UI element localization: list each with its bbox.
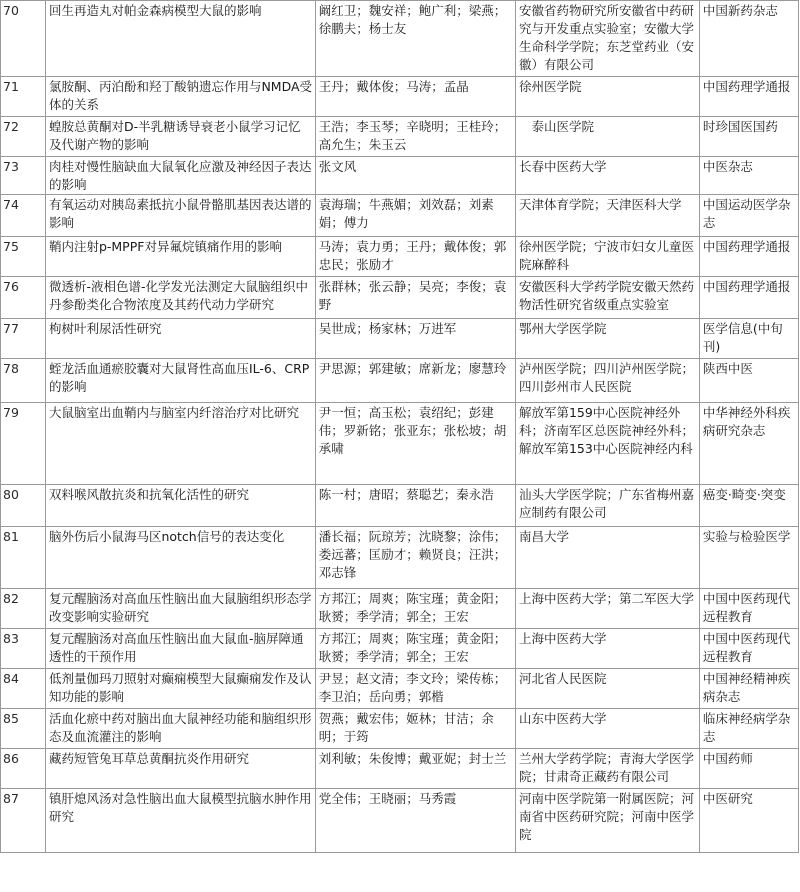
- article-institution: 兰州大学药学院；青海大学医学院；甘肃奇正藏药有限公司: [515, 749, 699, 789]
- table-row: [1, 237, 799, 277]
- row-number: 80: [1, 485, 46, 527]
- article-institution: 长春中医药大学: [515, 157, 699, 195]
- article-title: 鞘内注射p-MPPF对异氟烷镇痛作用的影响: [45, 237, 315, 277]
- article-authors: 党全伟；王晓丽；马秀霞: [315, 789, 515, 853]
- article-title: 活血化瘀中药对脑出血大鼠神经功能和脑组织形态及血流灌注的影响: [45, 709, 315, 749]
- article-institution: 河北省人民医院: [515, 669, 699, 709]
- article-journal: 癌变·畸变·突变: [699, 485, 798, 527]
- article-journal: 实验与检验医学: [699, 527, 798, 589]
- row-number: 81: [1, 527, 46, 589]
- article-institution: 汕头大学医学院；广东省梅州嘉应制药有限公司: [515, 485, 699, 527]
- article-title: 藏药短管兔耳草总黄酮抗炎作用研究: [45, 749, 315, 789]
- table-row: [1, 277, 799, 319]
- row-number: 73: [1, 157, 46, 195]
- article-authors: 方邦江；周爽；陈宝瑾；黄金阳；耿赟；季学清；郭全；王宏: [315, 589, 515, 629]
- article-title: 复元醒脑汤对高血压性脑出血大鼠脑组织形态学改变影响实验研究: [45, 589, 315, 629]
- article-title: 蛭龙活血通瘀胶囊对大鼠肾性高血压IL-6、CRP的影响: [45, 359, 315, 403]
- row-number: 84: [1, 669, 46, 709]
- row-number: 85: [1, 709, 46, 749]
- article-authors: 陈一村；唐昭；蔡聪艺；秦永浩: [315, 485, 515, 527]
- article-authors: 王丹；戴体俊；马涛；孟晶: [315, 77, 515, 117]
- article-title: 脑外伤后小鼠海马区notch信号的表达变化: [45, 527, 315, 589]
- article-institution: 南昌大学: [515, 527, 699, 589]
- article-title: 镇肝熄风汤对急性脑出血大鼠模型抗脑水肿作用研究: [45, 789, 315, 853]
- row-number: 76: [1, 277, 46, 319]
- row-number: 70: [1, 1, 46, 77]
- article-authors: 张文风: [315, 157, 515, 195]
- article-title: 微透析-液相色谱-化学发光法测定大鼠脑组织中丹参酚类化合物浓度及其药代动力学研究: [45, 277, 315, 319]
- row-number: 72: [1, 117, 46, 157]
- article-title: 双料喉风散抗炎和抗氧化活性的研究: [45, 485, 315, 527]
- row-number: 78: [1, 359, 46, 403]
- article-journal: 中国运动医学杂志: [699, 195, 798, 237]
- table-row: [1, 485, 799, 527]
- article-authors: 方邦江；周爽；陈宝瑾；黄金阳；耿赟；季学清；郭全；王宏: [315, 629, 515, 669]
- article-authors: 潘长福；阮琼芳；沈晓黎；涂伟；娄远蕃；匡励才；赖贤良；汪洪；邓志锋: [315, 527, 515, 589]
- article-institution: 天津体育学院；天津医科大学: [515, 195, 699, 237]
- article-authors: 刘利敏；朱俊博；戴亚妮；封士兰: [315, 749, 515, 789]
- article-journal: 中国药理学通报: [699, 237, 798, 277]
- row-number: 75: [1, 237, 46, 277]
- table-row: [1, 709, 799, 749]
- table-row: [1, 117, 799, 157]
- table-row: [1, 359, 799, 403]
- article-authors: 吴世成；杨家林；万进军: [315, 319, 515, 359]
- table-row: [1, 195, 799, 237]
- article-authors: 王浩；李玉琴；辛晓明；王桂玲；高允生；朱玉云: [315, 117, 515, 157]
- article-institution: 徐州医学院；宁波市妇女儿童医院麻醉科: [515, 237, 699, 277]
- article-title: 低剂量伽玛刀照射对癫痫模型大鼠癫痫发作及认知功能的影响: [45, 669, 315, 709]
- article-authors: 贺燕；戴宏伟；姬林；甘洁；余明；于筠: [315, 709, 515, 749]
- row-number: 82: [1, 589, 46, 629]
- article-journal: 中国药师: [699, 749, 798, 789]
- table-row: [1, 1, 799, 77]
- row-number: 86: [1, 749, 46, 789]
- article-title: 回生再造丸对帕金森病模型大鼠的影响: [45, 1, 315, 77]
- article-title: 蝗胺总黄酮对D-半乳糖诱导衰老小鼠学习记忆及代谢产物的影响: [45, 117, 315, 157]
- article-institution: 安徽医科大学药学院安徽天然药物活性研究省级重点实验室: [515, 277, 699, 319]
- table-row: [1, 77, 799, 117]
- article-journal: 中国神经精神疾病杂志: [699, 669, 798, 709]
- article-institution: 上海中医药大学: [515, 629, 699, 669]
- article-institution: 河南中医学院第一附属医院；河南省中医药研究院；河南中医学院: [515, 789, 699, 853]
- row-number: 77: [1, 319, 46, 359]
- article-authors: 马涛；袁力勇；王丹；戴体俊；郭忠民；张励才: [315, 237, 515, 277]
- article-authors: 尹昱；赵文清；李文玲；梁传栋；李卫泊；岳向勇；郭楷: [315, 669, 515, 709]
- article-institution: 徐州医学院: [515, 77, 699, 117]
- table-row: [1, 527, 799, 589]
- article-authors: 张群林；张云静；吴亮；李俊；袁野: [315, 277, 515, 319]
- article-journal: 中国药理学通报: [699, 77, 798, 117]
- row-number: 74: [1, 195, 46, 237]
- row-number: 71: [1, 77, 46, 117]
- article-journal: 中国中医药现代远程教育: [699, 589, 798, 629]
- article-journal: 中医研究: [699, 789, 798, 853]
- article-title: 复元醒脑汤对高血压性脑出血大鼠血-脑屏障通透性的干预作用: [45, 629, 315, 669]
- table-body: [1, 1, 799, 853]
- table-row: [1, 403, 799, 485]
- article-title: 氯胺酮、丙泊酚和羟丁酸钠遗忘作用与NMDA受体的关系: [45, 77, 315, 117]
- article-institution: 山东中医药大学: [515, 709, 699, 749]
- row-number: 83: [1, 629, 46, 669]
- article-journal: 中华神经外科疾病研究杂志: [699, 403, 798, 485]
- article-authors: 阚红卫；魏安祥；鲍广利；梁燕；徐鹏夫；杨士友: [315, 1, 515, 77]
- table-row: [1, 789, 799, 853]
- article-journal: 中医杂志: [699, 157, 798, 195]
- article-authors: 尹思源；郭建敏；席新龙；廖慧玲: [315, 359, 515, 403]
- article-authors: 袁海瑞；牛燕媚；刘效磊；刘素娟；傅力: [315, 195, 515, 237]
- row-number: 79: [1, 403, 46, 485]
- row-number: 87: [1, 789, 46, 853]
- article-institution: 鄂州大学医学院: [515, 319, 699, 359]
- article-journal: 中国药理学通报: [699, 277, 798, 319]
- article-institution: 泸州医学院；四川泸州医学院；四川彭州市人民医院: [515, 359, 699, 403]
- article-journal: 中国中医药现代远程教育: [699, 629, 798, 669]
- table-row: [1, 669, 799, 709]
- table-row: [1, 629, 799, 669]
- article-journal: 医学信息(中旬刊): [699, 319, 798, 359]
- article-institution: 泰山医学院: [515, 117, 699, 157]
- table-row: [1, 589, 799, 629]
- article-journal: 临床神经病学杂志: [699, 709, 798, 749]
- table-row: [1, 157, 799, 195]
- article-journal: 陕西中医: [699, 359, 798, 403]
- article-title: 肉桂对慢性脑缺血大鼠氧化应激及神经因子表达的影响: [45, 157, 315, 195]
- article-title: 有氧运动对胰岛素抵抗小鼠骨骼肌基因表达谱的影响: [45, 195, 315, 237]
- table-row: [1, 749, 799, 789]
- article-journal: 中国新药杂志: [699, 1, 798, 77]
- article-institution: 解放军第159中心医院神经外科；济南军区总医院神经外科；解放军第153中心医院神经内科: [515, 403, 699, 485]
- article-title: 枸树叶利尿活性研究: [45, 319, 315, 359]
- table-row: [1, 319, 799, 359]
- article-title: 大鼠脑室出血鞘内与脑室内纤溶治疗对比研究: [45, 403, 315, 485]
- article-journal: 时珍国医国药: [699, 117, 798, 157]
- article-authors: 尹一恒；高玉松；袁绍纪；彭建伟；罗新铭；张亚东；张松坡；胡承啸: [315, 403, 515, 485]
- article-institution: 安徽省药物研究所安徽省中药研究与开发重点实验室；安徽大学生命科学学院；东芝堂药业（安徽）有限公司: [515, 1, 699, 77]
- article-institution: 上海中医药大学；第二军医大学: [515, 589, 699, 629]
